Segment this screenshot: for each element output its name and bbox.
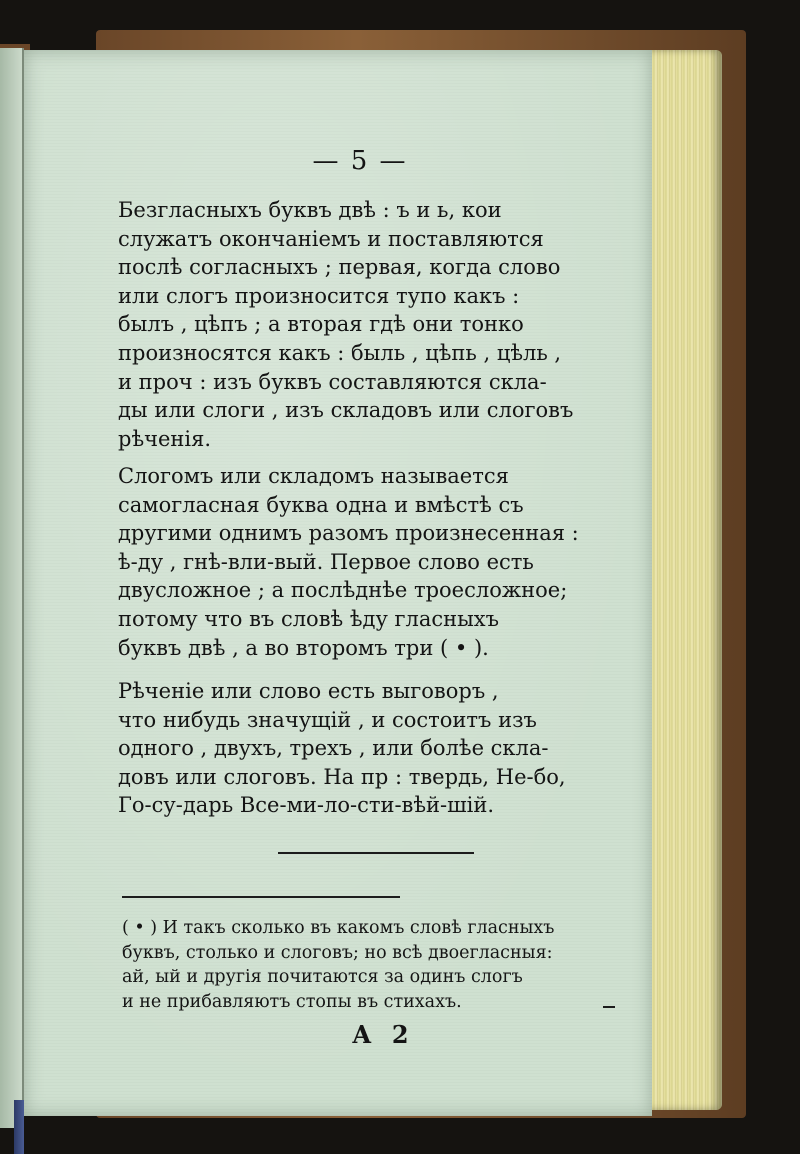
paragraph-1: Безгласныхъ буквъ двѣ : ъ и ь, кои служатъ окончаніемъ и поставляются послѣ согласныхъ ; первая, когда слово или слогъ произносится тупо какъ : былъ , цѣпъ ; а вторая гдѣ они тонко произносятся какъ : быль , цѣпь , цѣль , и проч : изъ буквъ составляются скла- ды или слоги , изъ складовъ или слоговъ рѣченія. <box>118 198 574 451</box>
left-page-edge <box>0 48 24 1128</box>
footnote: ( • ) И такъ сколько въ какомъ словѣ гласныхъ буквъ, столько и слоговъ; но всѣ двоегласныя: ай, ый и другія почитаются за одинъ слогъ и не прибавляютъ стопы въ стихахъ. <box>122 918 555 1012</box>
paragraph-2: Слогомъ или складомъ называется самогласная буква одна и вмѣстѣ съ другими однимъ разомъ произнесенная : ѣ-ду , гнѣ-вли-вый. Первое слово есть двусложное ; а послѣднѣе троесложное; потому что въ словѣ ѣду гласныхъ буквъ двѣ , а во второмъ три ( • ). <box>118 464 579 660</box>
bookmark-ribbon <box>14 1100 24 1154</box>
signature-mark: А 2 <box>352 1020 415 1049</box>
section-divider <box>278 852 474 854</box>
footnote-divider <box>122 896 400 898</box>
catchword-mark <box>603 1006 615 1008</box>
page-number: — 5 — <box>312 146 408 176</box>
page-edges <box>640 50 722 1110</box>
paragraph-3: Рѣченіе или слово есть выговоръ , что нибудь значущій , и состоитъ изъ одного , двухъ, трехъ , или болѣе скла- довъ или слоговъ. На пр : твердь, Не-бо, Го-су-дарь Все-ми-ло-сти-вѣй-шій. <box>118 679 566 818</box>
